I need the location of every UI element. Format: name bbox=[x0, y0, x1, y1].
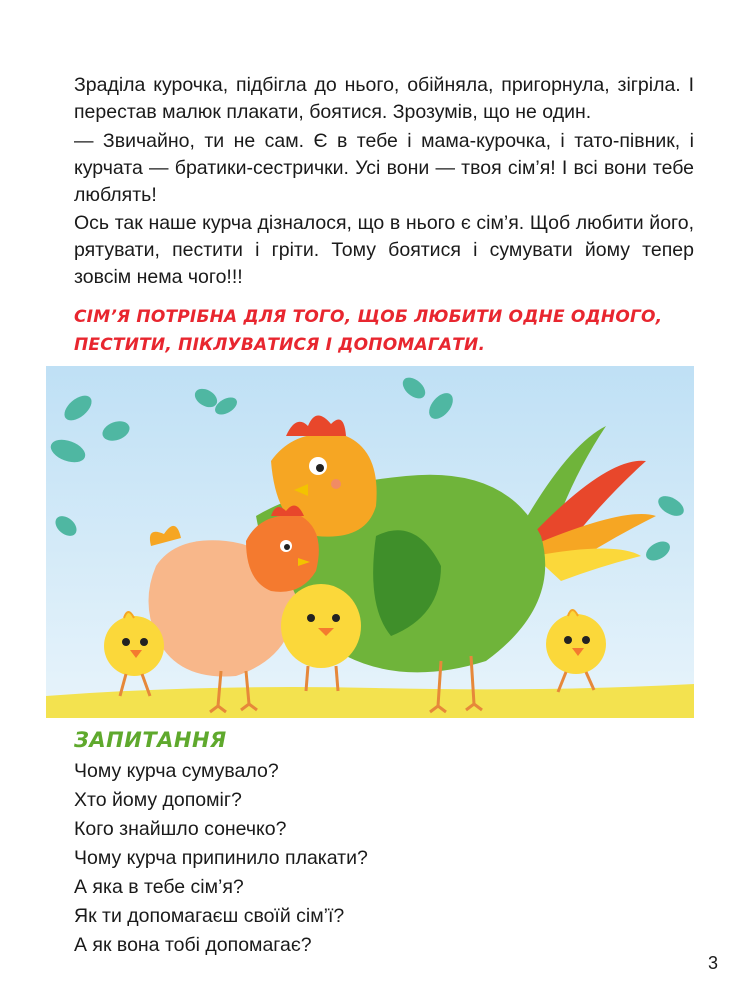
question-item: Хто йому допоміг? bbox=[74, 789, 242, 811]
question-item: А як вона тобі допомагає? bbox=[74, 934, 312, 956]
question-item: Кого знайшло сонечко? bbox=[74, 818, 287, 840]
paragraph-text: Зраділа курочка, підбігла до нього, обійняла, пригорнула, зігріла. І перестав малюк плакати, боятися. Зрозумів, що не один. bbox=[74, 74, 694, 123]
slogan-line-2: ПЕСТИТИ, ПІКЛУВАТИСЯ І ДОПОМАГАТИ. bbox=[74, 335, 486, 355]
paragraph-text: — Звичайно, ти не сам. Є в тебе і мама-курочка, і тато-півник, і курчата — братики-сестрички. Усі вони — твоя сім’я! І всі вони тебе люблять! bbox=[74, 130, 694, 206]
slogan-line-1: СІМ’Я ПОТРІБНА ДЛЯ ТОГО, ЩОБ ЛЮБИТИ ОДНЕ ОДНОГО, bbox=[74, 307, 663, 327]
story-paragraph-1 bbox=[74, 72, 694, 126]
paragraph-text: Ось так наше курча дізналося, що в нього є сім’я. Щоб любити його, рятувати, пестити і гріти. Тому боятися і сумувати йому тепер зовсім нема чого!!! bbox=[74, 212, 694, 288]
chicken-family-illustration bbox=[46, 366, 694, 718]
question-item: А яка в тебе сім’я? bbox=[74, 876, 244, 898]
story-paragraph-2 bbox=[74, 128, 694, 209]
story-paragraph-3 bbox=[74, 210, 694, 291]
moral-slogan bbox=[74, 303, 714, 359]
questions-list bbox=[74, 757, 368, 960]
question-item: Чому курча сумувало? bbox=[74, 760, 279, 782]
question-item: Чому курча припинило плакати? bbox=[74, 847, 368, 869]
questions-heading: ЗАПИТАННЯ bbox=[74, 728, 227, 752]
question-item: Як ти допомагаєш своїй сім’ї? bbox=[74, 905, 345, 927]
page-number: 3 bbox=[708, 953, 719, 973]
